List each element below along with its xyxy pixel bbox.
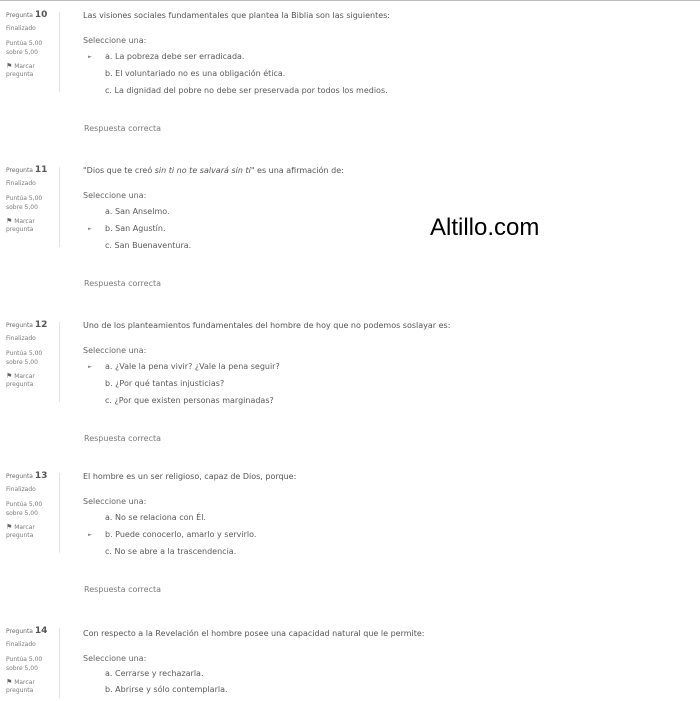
flag-question-button[interactable] (6, 678, 78, 695)
question-number (6, 320, 78, 331)
answer-option[interactable]: b. Puede conocerlo, amarlo y servirlo. (105, 530, 257, 539)
question-number-value: 13 (34, 471, 48, 481)
question-number (6, 626, 78, 637)
selected-marker-icon: ► (88, 226, 92, 232)
question-text-italic: sin ti no te salvará sin ti (154, 166, 251, 175)
question-grade (6, 349, 78, 367)
question-number-value: 14 (34, 626, 48, 636)
question-number-value: 10 (34, 10, 48, 20)
question-info (6, 471, 78, 540)
flag-question-button[interactable] (6, 217, 78, 234)
flag-label-2: pregunta (6, 226, 34, 233)
flag-label: Marcar (14, 63, 35, 70)
flag-icon: ⚑ (6, 62, 13, 70)
flag-question-button[interactable] (6, 62, 78, 79)
grade-line: Puntúa 5,00 (6, 501, 43, 508)
flag-question-button[interactable] (6, 372, 78, 389)
selected-marker-icon: ► (88, 532, 92, 538)
feedback-text: Respuesta correcta (84, 124, 162, 133)
grade-max: sobre 5,00 (6, 49, 38, 56)
select-prompt: Seleccione una: (83, 654, 147, 663)
feedback-text: Respuesta correcta (84, 279, 162, 288)
flag-label-2: pregunta (6, 71, 34, 78)
flag-label: Marcar (14, 679, 35, 686)
question-label: Pregunta (6, 473, 33, 480)
question-number (6, 165, 78, 176)
answer-option[interactable]: c. La dignidad del pobre no debe ser preservada por todos los medios. (105, 86, 388, 95)
answer-option[interactable]: b. El voluntariado no es una obligación ética. (105, 69, 286, 78)
answer-option[interactable]: a. No se relaciona con Él. (105, 513, 206, 522)
flag-label-2: pregunta (6, 381, 34, 388)
grade-max: sobre 5,00 (6, 510, 38, 517)
flag-label: Marcar (14, 218, 35, 225)
grade-line: Puntúa 5,00 (6, 656, 43, 663)
flag-question-button[interactable] (6, 523, 78, 540)
select-prompt: Seleccione una: (83, 497, 147, 506)
flag-icon: ⚑ (6, 372, 13, 380)
question-number (6, 471, 78, 482)
answer-option[interactable]: b. San Agustín. (105, 224, 166, 233)
flag-icon: ⚑ (6, 523, 13, 531)
feedback-text: Respuesta correcta (84, 585, 162, 594)
answer-option[interactable]: c. No se abre a la trascendencia. (105, 547, 237, 556)
question-grade (6, 500, 78, 518)
feedback-text: Respuesta correcta (84, 434, 162, 443)
question-number-value: 11 (34, 165, 48, 175)
question-info (6, 165, 78, 234)
grade-line: Puntúa 5,00 (6, 40, 43, 47)
flag-label: Marcar (14, 373, 35, 380)
question-text: Con respecto a la Revelación el hombre posee una capacidad natural que le permite: (83, 629, 425, 638)
question-label: Pregunta (6, 167, 33, 174)
question-text-part: " es una afirmación de: (250, 166, 344, 175)
question-grade (6, 194, 78, 212)
answer-option[interactable]: b. Abrirse y sólo contemplarla. (105, 685, 228, 694)
question-text: Uno de los planteamientos fundamentales del hombre de hoy que no podemos soslayar es: (83, 321, 451, 330)
answer-option[interactable]: c. ¿Por que existen personas marginadas? (105, 396, 274, 405)
answer-option[interactable]: a. San Anselmo. (105, 207, 170, 216)
grade-max: sobre 5,00 (6, 204, 38, 211)
answer-option[interactable]: b. ¿Por qué tantas injusticias? (105, 379, 225, 388)
answer-option[interactable]: a. Cerrarse y rechazarla. (105, 669, 204, 678)
answer-option[interactable]: a. ¿Vale la pena vivir? ¿Vale la pena seguir? (105, 362, 280, 371)
grade-line: Puntúa 5,00 (6, 195, 43, 202)
select-prompt: Seleccione una: (83, 346, 147, 355)
flag-icon: ⚑ (6, 217, 13, 225)
watermark-text: Altillo.com (430, 214, 540, 241)
question-number (6, 10, 78, 21)
question-state: Finalizado (6, 180, 36, 187)
question-label: Pregunta (6, 628, 33, 635)
selected-marker-icon: ► (88, 364, 92, 370)
grade-max: sobre 5,00 (6, 665, 38, 672)
grade-max: sobre 5,00 (6, 359, 38, 366)
question-info (6, 626, 78, 695)
question-grade (6, 39, 78, 57)
flag-icon: ⚑ (6, 678, 13, 686)
question-info (6, 320, 78, 389)
question-label: Pregunta (6, 12, 33, 19)
answer-option[interactable]: c. San Buenaventura. (105, 241, 192, 250)
question-info (6, 10, 78, 79)
question-label: Pregunta (6, 322, 33, 329)
select-prompt: Seleccione una: (83, 191, 147, 200)
answer-option[interactable]: a. La pobreza debe ser erradicada. (105, 52, 245, 61)
question-grade (6, 655, 78, 673)
flag-label: Marcar (14, 524, 35, 531)
question-text: Las visiones sociales fundamentales que plantea la Biblia son las siguientes: (83, 11, 390, 20)
question-text: El hombre es un ser religioso, capaz de Dios, porque: (83, 472, 297, 481)
question-state: Finalizado (6, 641, 36, 648)
question-text-part: "Dios que te creó (83, 166, 155, 175)
question-text (83, 166, 344, 175)
selected-marker-icon: ► (88, 54, 92, 60)
question-state: Finalizado (6, 486, 36, 493)
question-state: Finalizado (6, 335, 36, 342)
select-prompt: Seleccione una: (83, 36, 147, 45)
flag-label-2: pregunta (6, 532, 34, 539)
top-divider (0, 0, 700, 1)
question-number-value: 12 (34, 320, 48, 330)
grade-line: Puntúa 5,00 (6, 350, 43, 357)
flag-label-2: pregunta (6, 687, 34, 694)
question-state: Finalizado (6, 25, 36, 32)
